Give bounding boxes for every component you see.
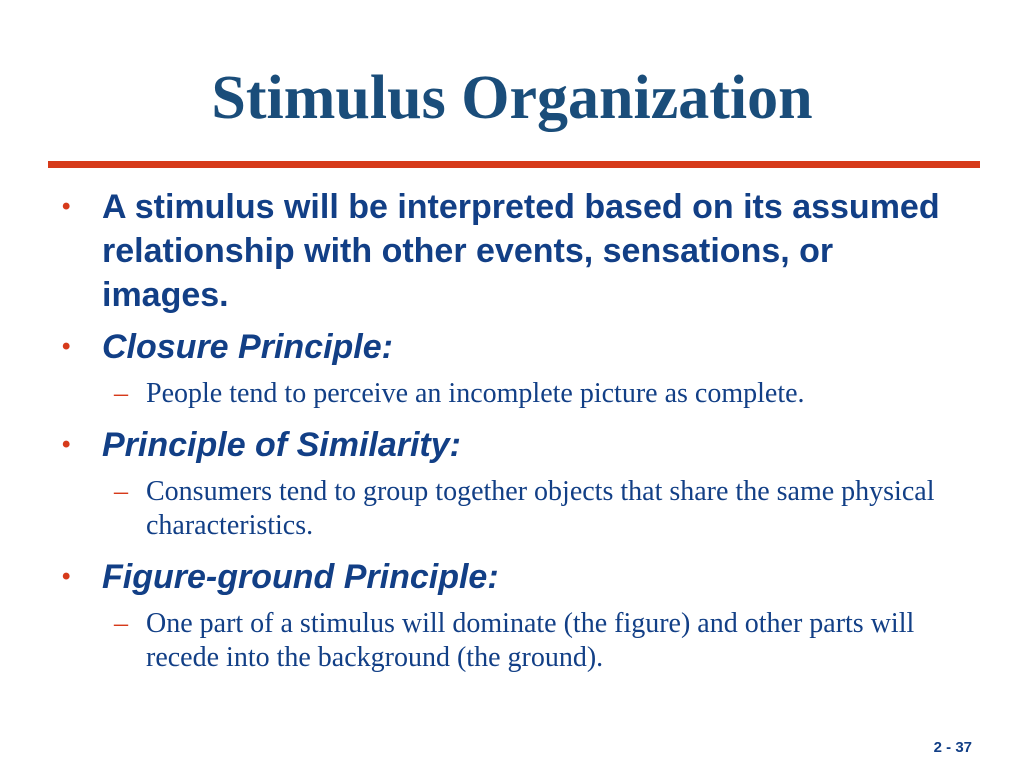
dash-icon: – <box>114 378 128 409</box>
dash-icon: – <box>114 608 128 639</box>
title-divider <box>48 161 980 168</box>
sub-bullet-text: Consumers tend to group together objects that share the same physical characteristics. <box>146 476 935 541</box>
bullet-icon: • <box>62 563 71 590</box>
sub-bullet-item <box>0 475 1024 543</box>
bullet-item <box>0 423 1024 467</box>
sub-bullet-text: People tend to perceive an incomplete picture as complete. <box>146 378 805 409</box>
bullet-icon: • <box>62 431 71 458</box>
bullet-icon: • <box>62 333 71 360</box>
bullet-item <box>0 325 1024 369</box>
bullet-text: Principle of Similarity: <box>102 426 461 464</box>
sub-bullet-item <box>0 377 1024 411</box>
bullet-text: Closure Principle: <box>102 328 393 366</box>
bullet-text: Figure-ground Principle: <box>102 558 499 596</box>
bullet-icon: • <box>62 193 71 220</box>
bullet-item <box>0 555 1024 599</box>
slide-content <box>0 185 1024 687</box>
slide-title: Stimulus Organization <box>211 64 813 132</box>
bullet-item <box>0 185 1024 317</box>
page-number: 2 - 37 <box>933 739 972 756</box>
bullet-text: A stimulus will be interpreted based on its assumed relationship with other events, sensations, or images. <box>102 188 940 314</box>
sub-bullet-text: One part of a stimulus will dominate (the figure) and other parts will recede into the background (the ground). <box>146 608 915 673</box>
dash-icon: – <box>114 476 128 507</box>
sub-bullet-item <box>0 607 1024 675</box>
